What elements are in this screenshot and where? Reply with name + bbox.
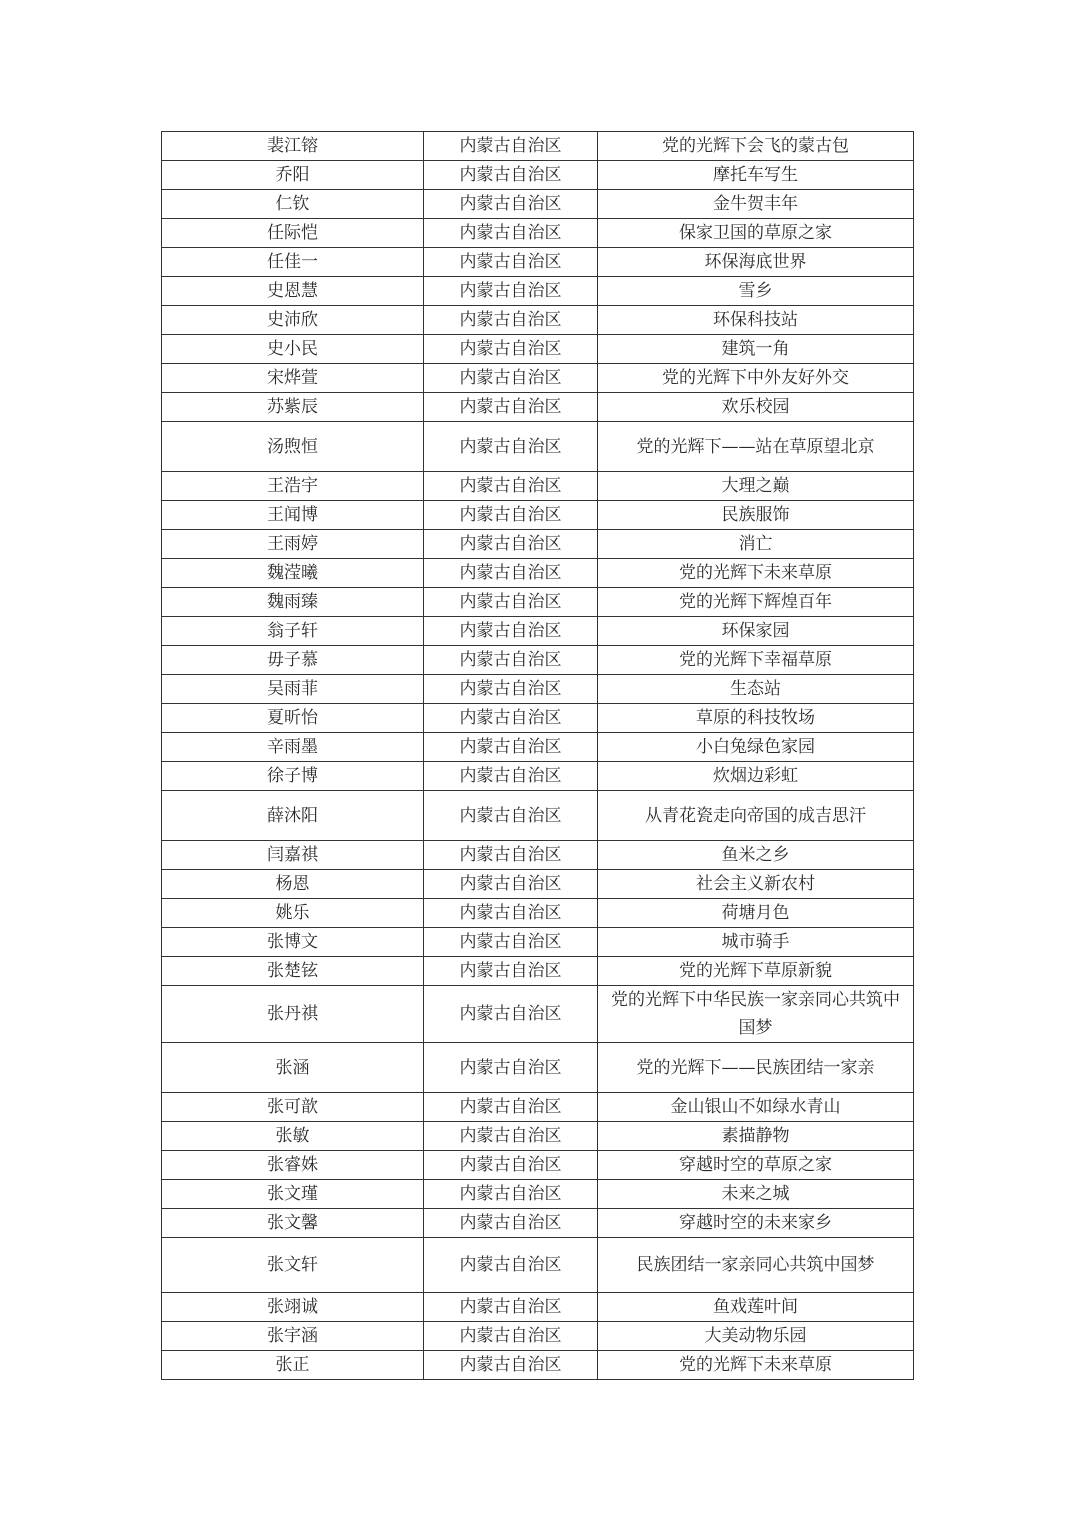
artwork-title-cell: 摩托车写生 (598, 161, 914, 190)
table-row (162, 675, 914, 704)
region-cell: 内蒙古自治区 (424, 1238, 598, 1293)
student-name-cell: 张正 (162, 1351, 424, 1380)
table-row (162, 335, 914, 364)
region-cell: 内蒙古自治区 (424, 841, 598, 870)
artwork-title-cell: 大美动物乐园 (598, 1322, 914, 1351)
table-row (162, 393, 914, 422)
table-row (162, 704, 914, 733)
artwork-title-cell: 荷塘月色 (598, 899, 914, 928)
table-row (162, 1093, 914, 1122)
student-name-cell: 乔阳 (162, 161, 424, 190)
region-cell: 内蒙古自治区 (424, 1351, 598, 1380)
student-name-cell: 闫嘉祺 (162, 841, 424, 870)
table-row (162, 1293, 914, 1322)
region-cell: 内蒙古自治区 (424, 762, 598, 791)
table-row (162, 422, 914, 472)
student-name-cell: 任佳一 (162, 248, 424, 277)
artwork-title-cell: 生态站 (598, 675, 914, 704)
region-cell: 内蒙古自治区 (424, 306, 598, 335)
student-name-cell: 张宇涵 (162, 1322, 424, 1351)
table-row (162, 364, 914, 393)
region-cell: 内蒙古自治区 (424, 733, 598, 762)
table-row (162, 1351, 914, 1380)
artwork-title-cell: 金牛贺丰年 (598, 190, 914, 219)
student-name-cell: 毋子慕 (162, 646, 424, 675)
artwork-title-cell: 社会主义新农村 (598, 870, 914, 899)
student-name-cell: 苏紫辰 (162, 393, 424, 422)
student-name-cell: 史小民 (162, 335, 424, 364)
artwork-title-cell: 鱼戏莲叶间 (598, 1293, 914, 1322)
artwork-title-cell: 党的光辉下中华民族一家亲同心共筑中国梦 (598, 986, 914, 1043)
artwork-title-cell: 消亡 (598, 530, 914, 559)
region-cell: 内蒙古自治区 (424, 1122, 598, 1151)
table-row (162, 501, 914, 530)
table-row (162, 588, 914, 617)
artwork-title-cell: 党的光辉下未来草原 (598, 1351, 914, 1380)
region-cell: 内蒙古自治区 (424, 501, 598, 530)
artwork-title-cell: 草原的科技牧场 (598, 704, 914, 733)
artwork-title-cell: 建筑一角 (598, 335, 914, 364)
table-row (162, 161, 914, 190)
artwork-title-cell: 党的光辉下中外友好外交 (598, 364, 914, 393)
student-name-cell: 张文轩 (162, 1238, 424, 1293)
artwork-title-cell: 党的光辉下幸福草原 (598, 646, 914, 675)
table-row (162, 248, 914, 277)
table-row (162, 1322, 914, 1351)
region-cell: 内蒙古自治区 (424, 1180, 598, 1209)
artwork-title-cell: 党的光辉下辉煌百年 (598, 588, 914, 617)
region-cell: 内蒙古自治区 (424, 472, 598, 501)
student-name-cell: 张丹祺 (162, 986, 424, 1043)
table-row (162, 472, 914, 501)
artwork-title-cell: 穿越时空的草原之家 (598, 1151, 914, 1180)
student-name-cell: 裴江镕 (162, 132, 424, 161)
student-name-cell: 张敏 (162, 1122, 424, 1151)
table-row (162, 1151, 914, 1180)
artwork-title-cell: 环保科技站 (598, 306, 914, 335)
award-list-body (162, 132, 914, 1380)
artwork-title-cell: 欢乐校园 (598, 393, 914, 422)
artwork-title-cell: 民族团结一家亲同心共筑中国梦 (598, 1238, 914, 1293)
student-name-cell: 王雨婷 (162, 530, 424, 559)
student-name-cell: 翁子轩 (162, 617, 424, 646)
student-name-cell: 魏雨臻 (162, 588, 424, 617)
artwork-title-cell: 党的光辉下——民族团结一家亲 (598, 1043, 914, 1093)
region-cell: 内蒙古自治区 (424, 530, 598, 559)
region-cell: 内蒙古自治区 (424, 364, 598, 393)
table-row (162, 762, 914, 791)
artwork-title-cell: 素描静物 (598, 1122, 914, 1151)
region-cell: 内蒙古自治区 (424, 646, 598, 675)
award-list-table (161, 131, 914, 1380)
artwork-title-cell: 党的光辉下——站在草原望北京 (598, 422, 914, 472)
table-row (162, 1043, 914, 1093)
student-name-cell: 吴雨菲 (162, 675, 424, 704)
student-name-cell: 张可歆 (162, 1093, 424, 1122)
region-cell: 内蒙古自治区 (424, 190, 598, 219)
artwork-title-cell: 党的光辉下未来草原 (598, 559, 914, 588)
table-row (162, 841, 914, 870)
artwork-title-cell: 保家卫国的草原之家 (598, 219, 914, 248)
artwork-title-cell: 金山银山不如绿水青山 (598, 1093, 914, 1122)
student-name-cell: 杨恩 (162, 870, 424, 899)
region-cell: 内蒙古自治区 (424, 219, 598, 248)
region-cell: 内蒙古自治区 (424, 1093, 598, 1122)
region-cell: 内蒙古自治区 (424, 791, 598, 841)
student-name-cell: 张文瑾 (162, 1180, 424, 1209)
artwork-title-cell: 小白兔绿色家园 (598, 733, 914, 762)
student-name-cell: 张楚铉 (162, 957, 424, 986)
table-row (162, 899, 914, 928)
student-name-cell: 辛雨墨 (162, 733, 424, 762)
student-name-cell: 夏昕怡 (162, 704, 424, 733)
region-cell: 内蒙古自治区 (424, 1043, 598, 1093)
region-cell: 内蒙古自治区 (424, 588, 598, 617)
region-cell: 内蒙古自治区 (424, 559, 598, 588)
artwork-title-cell: 环保海底世界 (598, 248, 914, 277)
region-cell: 内蒙古自治区 (424, 1322, 598, 1351)
table-row (162, 277, 914, 306)
table-row (162, 530, 914, 559)
student-name-cell: 薛沐阳 (162, 791, 424, 841)
table-row (162, 733, 914, 762)
table-row (162, 870, 914, 899)
table-row (162, 791, 914, 841)
region-cell: 内蒙古自治区 (424, 132, 598, 161)
region-cell: 内蒙古自治区 (424, 986, 598, 1043)
artwork-title-cell: 雪乡 (598, 277, 914, 306)
table-row (162, 986, 914, 1043)
student-name-cell: 王浩宇 (162, 472, 424, 501)
table-row (162, 928, 914, 957)
student-name-cell: 张涵 (162, 1043, 424, 1093)
table-row (162, 617, 914, 646)
student-name-cell: 张翊诚 (162, 1293, 424, 1322)
region-cell: 内蒙古自治区 (424, 675, 598, 704)
table-row (162, 1238, 914, 1293)
student-name-cell: 史沛欣 (162, 306, 424, 335)
table-row (162, 559, 914, 588)
student-name-cell: 仁钦 (162, 190, 424, 219)
student-name-cell: 宋烨萱 (162, 364, 424, 393)
region-cell: 内蒙古自治区 (424, 1293, 598, 1322)
student-name-cell: 王闻博 (162, 501, 424, 530)
region-cell: 内蒙古自治区 (424, 870, 598, 899)
student-name-cell: 徐子博 (162, 762, 424, 791)
table-row (162, 219, 914, 248)
region-cell: 内蒙古自治区 (424, 335, 598, 364)
student-name-cell: 任际恺 (162, 219, 424, 248)
table-row (162, 190, 914, 219)
region-cell: 内蒙古自治区 (424, 248, 598, 277)
artwork-title-cell: 环保家园 (598, 617, 914, 646)
region-cell: 内蒙古自治区 (424, 1209, 598, 1238)
artwork-title-cell: 党的光辉下会飞的蒙古包 (598, 132, 914, 161)
table-row (162, 132, 914, 161)
region-cell: 内蒙古自治区 (424, 393, 598, 422)
student-name-cell: 张文馨 (162, 1209, 424, 1238)
region-cell: 内蒙古自治区 (424, 617, 598, 646)
student-name-cell: 史恩慧 (162, 277, 424, 306)
table-row (162, 1209, 914, 1238)
region-cell: 内蒙古自治区 (424, 161, 598, 190)
student-name-cell: 汤煦恒 (162, 422, 424, 472)
artwork-title-cell: 未来之城 (598, 1180, 914, 1209)
region-cell: 内蒙古自治区 (424, 928, 598, 957)
student-name-cell: 张博文 (162, 928, 424, 957)
table-row (162, 646, 914, 675)
region-cell: 内蒙古自治区 (424, 422, 598, 472)
artwork-title-cell: 城市骑手 (598, 928, 914, 957)
table-row (162, 1180, 914, 1209)
region-cell: 内蒙古自治区 (424, 277, 598, 306)
region-cell: 内蒙古自治区 (424, 899, 598, 928)
region-cell: 内蒙古自治区 (424, 704, 598, 733)
student-name-cell: 张睿姝 (162, 1151, 424, 1180)
artwork-title-cell: 从青花瓷走向帝国的成吉思汗 (598, 791, 914, 841)
artwork-title-cell: 炊烟边彩虹 (598, 762, 914, 791)
table-row (162, 306, 914, 335)
artwork-title-cell: 穿越时空的未来家乡 (598, 1209, 914, 1238)
region-cell: 内蒙古自治区 (424, 957, 598, 986)
artwork-title-cell: 民族服饰 (598, 501, 914, 530)
artwork-title-cell: 鱼米之乡 (598, 841, 914, 870)
artwork-title-cell: 大理之巅 (598, 472, 914, 501)
student-name-cell: 魏滢曦 (162, 559, 424, 588)
student-name-cell: 姚乐 (162, 899, 424, 928)
region-cell: 内蒙古自治区 (424, 1151, 598, 1180)
table-row (162, 1122, 914, 1151)
table-row (162, 957, 914, 986)
artwork-title-cell: 党的光辉下草原新貌 (598, 957, 914, 986)
